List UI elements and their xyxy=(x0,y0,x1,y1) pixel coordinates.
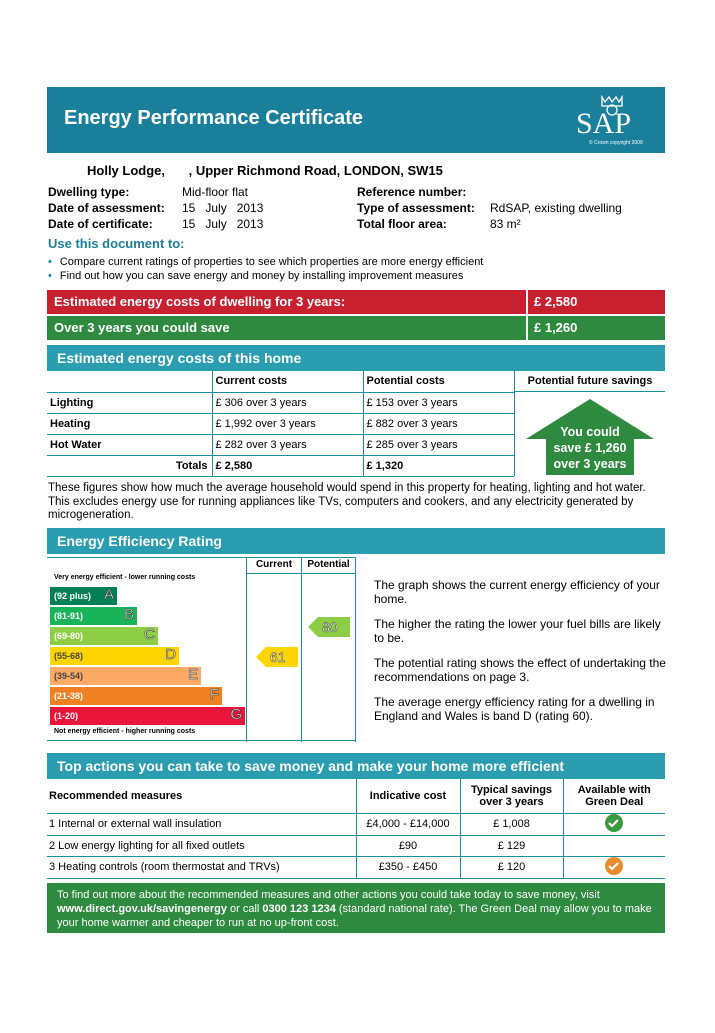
top-efficiency-note: Very energy efficient - lower running costs xyxy=(54,574,196,581)
efficiency-section-heading: Energy Efficiency Rating xyxy=(47,528,665,554)
future-savings-header: Potential future savings xyxy=(514,371,665,392)
actions-header-row: Recommended measures Indicative cost Typical savings over 3 years Available with Green Deal xyxy=(47,779,665,813)
rating-band-letter: G xyxy=(230,706,242,723)
savings-arrow-text: You could save £ 1,260 over 3 years xyxy=(553,425,627,471)
savingenergy-link[interactable]: www.direct.gov.uk/savingenergy xyxy=(57,903,227,915)
rating-band-letter: A xyxy=(103,586,114,603)
potential-column-header: Potential xyxy=(307,559,350,570)
phone-number: 0300 123 1234 xyxy=(262,903,336,915)
rating-band-letter: C xyxy=(144,626,155,643)
certificate-title: Energy Performance Certificate xyxy=(64,107,364,129)
assessment-date-label: Date of assessment: xyxy=(48,201,165,215)
svg-text:80: 80 xyxy=(322,619,338,635)
costs-header-blank xyxy=(47,371,212,392)
estimated-cost-value: £ 2,580 xyxy=(528,290,665,314)
floor-area-value: 83 m² xyxy=(490,217,521,231)
dwelling-type-value: Mid-floor flat xyxy=(182,185,249,199)
table-row: 2 Low energy lighting for all fixed outlets £90 £ 129 xyxy=(47,835,665,856)
table-row: Lighting £ 306 over 3 years £ 153 over 3 years xyxy=(47,392,514,413)
could-save-value: £ 1,260 xyxy=(528,316,665,340)
orange-tick-icon xyxy=(604,857,624,875)
svg-text:SAP: SAP xyxy=(576,107,632,140)
efficiency-explanation: The graph shows the current energy efficiency of your home. The higher the rating the lower your fuel bills are likely to be. The potential rating shows the effect of undertaking the recommendations on page 3. The average energy efficiency rating for a dwelling in England and Wales is band D (rating 60). xyxy=(374,578,666,723)
totals-row: Totals £ 2,580 £ 1,320 xyxy=(47,455,514,476)
table-row: Hot Water £ 282 over 3 years £ 285 over 3 years xyxy=(47,434,514,455)
current-costs-header: Current costs xyxy=(212,371,363,392)
svg-text:61: 61 xyxy=(270,649,286,665)
efficiency-chart xyxy=(47,557,356,741)
certificate-header xyxy=(47,87,665,153)
costs-note: These figures show how much the average household would spend in this property for heating, lighting and hot water. This excludes energy use for running appliances like TVs, computers and cookers, and any electricity generated by microgeneration. xyxy=(48,482,646,521)
potential-costs-header: Potential costs xyxy=(363,371,514,392)
actions-section-heading: Top actions you can take to save money and make your home more efficient xyxy=(47,753,665,779)
rating-band-letter: E xyxy=(187,666,198,683)
table-row: 1 Internal or external wall insulation £4,000 - £14,000 £ 1,008 xyxy=(47,813,665,835)
dwelling-type-label: Dwelling type: xyxy=(48,185,130,199)
divider xyxy=(514,392,515,476)
costs-table xyxy=(47,371,514,477)
address-street: , Upper Richmond Road, LONDON, SW15 xyxy=(188,163,443,178)
actions-table xyxy=(47,779,665,879)
rating-band-a: (92 plus) A xyxy=(50,587,117,605)
rating-band-b: (81-91) B xyxy=(50,607,137,625)
costs-header-row xyxy=(47,371,514,392)
potential-rating-arrow xyxy=(308,617,350,637)
current-rating-arrow xyxy=(256,647,298,667)
footer-info: To find out more about the recommended measures and other actions you could take today to save money, visit www.direct.gov.uk/savingenergy or call 0300 123 1234 (standard national rate). The Green Deal may allow you to make your home warmer and cheaper to run at no up-front cost. xyxy=(47,883,665,933)
use-document-bullet: • Find out how you can save energy and money by installing improvement measures xyxy=(48,270,464,282)
rating-band-c: (69-80) C xyxy=(50,627,158,645)
green-tick-icon xyxy=(604,814,624,832)
rating-band-d: (55-68) D xyxy=(50,647,179,665)
assessment-type-value: RdSAP, existing dwelling xyxy=(490,201,622,215)
rating-band-g: (1-20) G xyxy=(50,707,245,725)
certificate-date-label: Date of certificate: xyxy=(48,217,153,231)
estimated-cost-label: Estimated energy costs of dwelling for 3 years: xyxy=(47,290,526,314)
table-row: 3 Heating controls (room thermostat and TRVs) £350 - £450 £ 120 xyxy=(47,856,665,878)
sap-logo xyxy=(569,93,655,147)
assessment-date-value: 15 July 2013 xyxy=(182,201,264,215)
use-document-heading: Use this document to: xyxy=(48,236,185,251)
costs-section-heading: Estimated energy costs of this home xyxy=(47,345,665,371)
rating-band-letter: B xyxy=(123,606,134,623)
property-address xyxy=(87,163,443,178)
address-name: Holly Lodge, xyxy=(87,163,165,178)
crown-copyright: © Crown copyright 2009 xyxy=(589,140,643,146)
current-column-header: Current xyxy=(255,559,293,570)
rating-band-letter: F xyxy=(209,686,219,703)
could-save-label: Over 3 years you could save xyxy=(47,316,526,340)
floor-area-label: Total floor area: xyxy=(357,217,447,231)
table-row: Heating £ 1,992 over 3 years £ 882 over 3 years xyxy=(47,413,514,434)
assessment-type-label: Type of assessment: xyxy=(357,201,475,215)
reference-label: Reference number: xyxy=(357,185,467,199)
bottom-efficiency-note: Not energy efficient - higher running costs xyxy=(54,728,196,735)
rating-band-f: (21-38) F xyxy=(50,687,222,705)
use-document-bullet: • Compare current ratings of properties to see which properties are more energy efficient xyxy=(48,256,484,268)
rating-band-e: (39-54) E xyxy=(50,667,201,685)
certificate-date-value: 15 July 2013 xyxy=(182,217,264,231)
rating-band-letter: D xyxy=(165,646,176,663)
